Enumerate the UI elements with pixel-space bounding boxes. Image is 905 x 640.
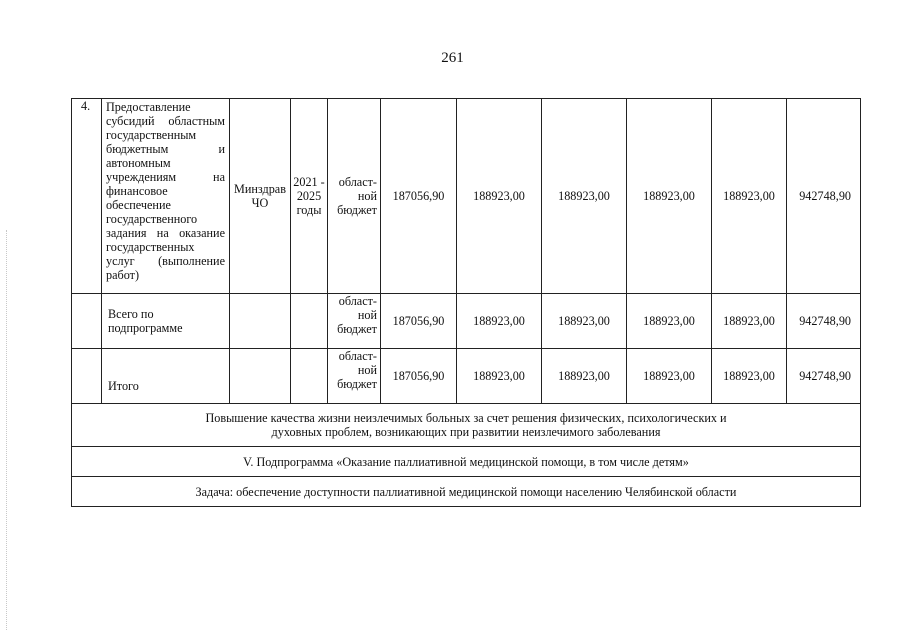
page-number: 261 bbox=[441, 50, 464, 66]
total-value-5: 188923,00 bbox=[712, 349, 787, 404]
row-period: 2021 - 2025 годы bbox=[291, 99, 328, 294]
row-funding-source: област-ной бюджет bbox=[328, 99, 381, 294]
empty-cell bbox=[291, 294, 328, 349]
subtotal-value-1: 187056,90 bbox=[381, 294, 457, 349]
row-description: Предоставление субсидий областным государственным бюджетным и автономным учреждениям на финансовое обеспечение государственного задания на оказание государственных услуг (выполнение работ) bbox=[102, 99, 230, 294]
table-row-4 bbox=[72, 99, 861, 294]
subtotal-value-4: 188923,00 bbox=[627, 294, 712, 349]
total-value-1: 187056,90 bbox=[381, 349, 457, 404]
subtotal-value-3: 188923,00 bbox=[542, 294, 627, 349]
row-value-3: 188923,00 bbox=[542, 99, 627, 294]
task-text: Задача: обеспечение доступности паллиативной медицинской помощи населению Челябинской области bbox=[72, 477, 861, 507]
table-row-goal bbox=[72, 404, 861, 447]
table-row-total bbox=[72, 349, 861, 404]
budget-table bbox=[71, 98, 861, 507]
subtotal-value-5: 188923,00 bbox=[712, 294, 787, 349]
subtotal-value-2: 188923,00 bbox=[457, 294, 542, 349]
table-row-subtotal bbox=[72, 294, 861, 349]
total-value-total: 942748,90 bbox=[787, 349, 861, 404]
total-funding-source: област-ной бюджет bbox=[328, 349, 381, 404]
subtotal-label: Всего по подпрограмме bbox=[102, 294, 230, 349]
row-value-4: 188923,00 bbox=[627, 99, 712, 294]
subtotal-value-total: 942748,90 bbox=[787, 294, 861, 349]
row-executor: Минздрав ЧО bbox=[230, 99, 291, 294]
subtotal-funding-source: област-ной бюджет bbox=[328, 294, 381, 349]
total-value-2: 188923,00 bbox=[457, 349, 542, 404]
row-value-1: 187056,90 bbox=[381, 99, 457, 294]
table-row-subprogram bbox=[72, 447, 861, 477]
total-label: Итого bbox=[102, 349, 230, 404]
empty-cell bbox=[230, 294, 291, 349]
row-number: 4. bbox=[72, 99, 102, 294]
table-row-task bbox=[72, 477, 861, 507]
total-value-4: 188923,00 bbox=[627, 349, 712, 404]
empty-cell bbox=[230, 349, 291, 404]
empty-cell bbox=[72, 349, 102, 404]
row-value-5: 188923,00 bbox=[712, 99, 787, 294]
row-value-total: 942748,90 bbox=[787, 99, 861, 294]
row-value-2: 188923,00 bbox=[457, 99, 542, 294]
empty-cell bbox=[72, 294, 102, 349]
total-value-3: 188923,00 bbox=[542, 349, 627, 404]
empty-cell bbox=[291, 349, 328, 404]
subprogram-title: V. Подпрограмма «Оказание паллиативной медицинской помощи, в том числе детям» bbox=[72, 447, 861, 477]
goal-text: Повышение качества жизни неизлечимых больных за счет решения физических, психологических и духовных проблем, возникающих при развитии неизлечимого заболевания bbox=[72, 404, 861, 447]
scan-margin-line bbox=[6, 230, 7, 630]
